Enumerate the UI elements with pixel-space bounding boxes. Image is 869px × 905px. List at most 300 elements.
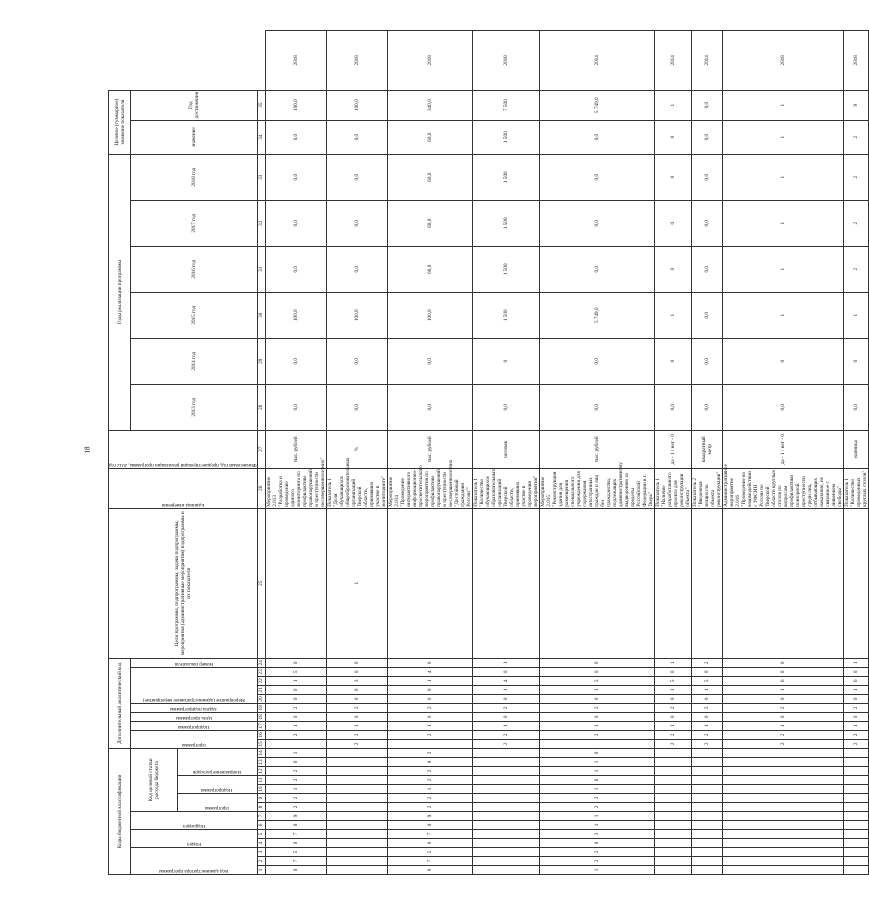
- header-budget-classification: Коды бюджетной классификации: [109, 748, 131, 874]
- code-cell: [843, 748, 868, 757]
- header-value: значение: [131, 120, 258, 154]
- column-number: 23: [258, 669, 265, 675]
- code-cell: [326, 748, 387, 757]
- year-value: 2: [843, 200, 868, 246]
- code-cell: 2: [265, 794, 326, 803]
- code-cell: [691, 848, 722, 857]
- column-number: 22: [258, 678, 265, 684]
- row-unit: тыс. рублей: [387, 430, 472, 468]
- code-cell: 0: [387, 694, 472, 703]
- code-cell: 2: [722, 703, 843, 712]
- code-cell: 9: [387, 812, 472, 821]
- code-cell: [472, 821, 539, 830]
- year-value: 0,0: [326, 154, 387, 200]
- row-description: Показатель 1 "Доля обучающихся общеобразовательных организаций Тверской области, принявших участие в мониторинге": [326, 457, 387, 507]
- column-number: 31: [257, 246, 265, 292]
- row-target-value: 0,0: [691, 90, 722, 120]
- rotated-table-wrapper: [108, 30, 868, 875]
- code-cell: [472, 758, 539, 767]
- code-cell: 0: [387, 839, 472, 848]
- row-unit: тыс. рублей: [265, 430, 326, 468]
- code-cell: [843, 767, 868, 776]
- year-value: 1 500: [472, 154, 539, 200]
- code-cell: 2: [472, 739, 539, 748]
- year-value: 0,0: [539, 200, 654, 246]
- column-number: 2: [257, 857, 265, 866]
- year-value: 0,0: [326, 200, 387, 246]
- code-cell: [326, 812, 387, 821]
- code-cell: 7: [387, 830, 472, 839]
- column-number: 28: [257, 384, 265, 430]
- header-2017: 2017 год: [131, 200, 258, 246]
- row-financing: 0,0: [472, 384, 539, 430]
- row-financing: 0,0: [843, 384, 868, 430]
- code-cell: 1: [387, 676, 472, 685]
- code-cell: 5: [265, 848, 326, 857]
- code-cell: 2: [654, 703, 691, 712]
- code-cell: 2: [265, 803, 326, 812]
- year-value: 0,0: [326, 338, 387, 384]
- code-cell: 5: [387, 848, 472, 857]
- code-cell: [722, 508, 843, 658]
- column-number: 33: [257, 154, 265, 200]
- code-cell: [654, 748, 691, 757]
- row-description: Показатель 2 "Введенная мощность объекта реконструкции": [691, 468, 722, 508]
- code-cell: 2: [265, 776, 326, 785]
- code-cell: 1: [472, 658, 539, 667]
- year-value: 0,0: [265, 338, 326, 384]
- code-cell: 0: [265, 694, 326, 703]
- code-cell: 1: [387, 721, 472, 730]
- year-value: 60,0: [387, 200, 472, 246]
- code-cell: 1: [843, 721, 868, 730]
- code-cell: 0: [265, 758, 326, 767]
- year-value: 1: [722, 246, 843, 292]
- code-cell: 0: [387, 685, 472, 694]
- code-cell: 2: [691, 703, 722, 712]
- row-unit: тыс. рублей: [539, 430, 654, 468]
- year-value: 100,0: [326, 292, 387, 338]
- code-cell: [326, 857, 387, 866]
- header-event: Мероприятие (административное мероприятие): [131, 667, 258, 703]
- code-cell: [722, 866, 843, 875]
- column-number: 7: [257, 812, 265, 821]
- code-cell: 0: [326, 712, 387, 721]
- code-cell: [722, 776, 843, 785]
- column-number: 17: [258, 723, 265, 729]
- code-cell: [843, 839, 868, 848]
- code-cell: [654, 803, 691, 812]
- code-cell: [691, 785, 722, 794]
- code-cell: 7: [265, 857, 326, 866]
- code-cell: [843, 857, 868, 866]
- code-cell: [691, 839, 722, 848]
- code-cell: 0: [654, 667, 691, 676]
- year-value: 1: [722, 120, 843, 154]
- year-value: 0: [654, 246, 691, 292]
- code-cell: 6: [539, 776, 654, 785]
- year-value: 0,0: [265, 120, 326, 154]
- header-subprogram-h: Подпрограмма: [131, 721, 258, 730]
- row-target-value: 1: [722, 90, 843, 120]
- code-cell: [691, 866, 722, 875]
- code-cell: 0: [387, 712, 472, 721]
- year-value: 1: [722, 292, 843, 338]
- year-value: 60,0: [387, 154, 472, 200]
- table-row: [843, 31, 868, 875]
- code-cell: [326, 866, 387, 875]
- row-target-value: 7 500: [472, 90, 539, 120]
- code-cell: [691, 748, 722, 757]
- code-cell: 2: [326, 739, 387, 748]
- code-cell: [472, 776, 539, 785]
- code-cell: [654, 839, 691, 848]
- code-cell: [843, 508, 868, 658]
- code-cell: 6: [722, 676, 843, 685]
- row-achieve-year: 2018: [326, 31, 387, 91]
- year-value: 0: [472, 338, 539, 384]
- year-value: 0,0: [691, 154, 722, 200]
- code-cell: [472, 866, 539, 875]
- code-cell: 1: [722, 685, 843, 694]
- code-cell: 2: [387, 767, 472, 776]
- header-2014: 2014 год: [131, 338, 258, 384]
- header-achieve-year: Год достижения: [131, 90, 258, 120]
- header-years: Годы реализации программы: [109, 154, 131, 430]
- code-cell: 2: [691, 739, 722, 748]
- header-2015: 2015 год: [131, 292, 258, 338]
- row-achieve-year: 2018: [843, 31, 868, 91]
- code-cell: [722, 748, 843, 757]
- code-cell: [843, 830, 868, 839]
- code-cell: [472, 848, 539, 857]
- row-description: Показатель 1 "Количество проведенных круглых столов": [843, 468, 868, 508]
- column-number: 16: [258, 732, 265, 738]
- code-cell: 0: [539, 694, 654, 703]
- table-row: [654, 31, 691, 875]
- column-number: 26: [257, 468, 265, 508]
- column-number: 9: [257, 794, 265, 803]
- row-unit: квадратный метр: [691, 430, 722, 468]
- year-value: 0,0: [265, 154, 326, 200]
- code-cell: 2: [539, 803, 654, 812]
- row-financing: 0,0: [387, 384, 472, 430]
- code-cell: 2: [326, 730, 387, 739]
- column-number: 24: [258, 660, 265, 666]
- column-number: 35: [257, 90, 265, 120]
- year-value: 0,0: [691, 120, 722, 154]
- code-cell: [326, 794, 387, 803]
- code-cell: [691, 812, 722, 821]
- year-value: 1: [843, 292, 868, 338]
- code-cell: 1: [691, 685, 722, 694]
- year-value: 0: [654, 200, 691, 246]
- code-cell: 2: [722, 739, 843, 748]
- column-number: 13: [258, 759, 265, 765]
- code-cell: 1: [539, 685, 654, 694]
- code-cell: [654, 767, 691, 776]
- year-value: 60,0: [387, 246, 472, 292]
- code-cell: 2: [472, 730, 539, 739]
- code-cell: 1: [691, 721, 722, 730]
- column-number: 25: [257, 508, 265, 658]
- code-cell: 2: [843, 739, 868, 748]
- code-cell: [722, 794, 843, 803]
- column-number: 19: [258, 705, 265, 711]
- code-cell: 0: [326, 694, 387, 703]
- header-2018: 2018 год: [131, 154, 258, 200]
- code-cell: 0: [691, 694, 722, 703]
- row-achieve-year: 2014: [691, 31, 722, 91]
- code-cell: [326, 767, 387, 776]
- code-cell: [843, 848, 868, 857]
- code-cell: 7: [387, 857, 472, 866]
- program-table: [108, 30, 869, 875]
- code-cell: 9: [265, 812, 326, 821]
- code-cell: 0: [326, 667, 387, 676]
- code-cell: 7: [265, 830, 326, 839]
- code-cell: 4: [387, 667, 472, 676]
- column-number: 15: [258, 741, 265, 747]
- code-cell: 0: [722, 658, 843, 667]
- code-cell: [843, 821, 868, 830]
- code-cell: 0: [539, 839, 654, 848]
- code-cell: 2: [265, 730, 326, 739]
- code-cell: 4: [472, 676, 539, 685]
- code-cell: 0: [265, 658, 326, 667]
- code-cell: 0: [265, 685, 326, 694]
- row-target-value: 1: [654, 90, 691, 120]
- year-value: 0,0: [265, 200, 326, 246]
- code-cell: [326, 848, 387, 857]
- table-row: [326, 31, 387, 875]
- year-value: 0,0: [387, 338, 472, 384]
- code-cell: 2: [387, 703, 472, 712]
- column-number: 4: [257, 839, 265, 848]
- header-2016: 2016 год: [131, 246, 258, 292]
- column-number: 8: [257, 803, 265, 812]
- table-row: [722, 31, 843, 875]
- column-number: 1: [257, 866, 265, 875]
- year-value: 60,0: [387, 120, 472, 154]
- row-description: Показатель 1 "Количество обучающихся образовательных организаций Тверской области, принявших участие в проведении мероприятия": [472, 469, 539, 507]
- code-cell: [472, 812, 539, 821]
- column-number: 30: [257, 292, 265, 338]
- code-cell: [691, 803, 722, 812]
- code-cell: 0: [265, 839, 326, 848]
- code-cell: [691, 508, 722, 658]
- code-cell: 2: [654, 730, 691, 739]
- year-value: 0: [843, 338, 868, 384]
- year-value: 0,0: [691, 292, 722, 338]
- year-value: 0: [654, 154, 691, 200]
- code-cell: 1: [654, 658, 691, 667]
- code-cell: 1: [843, 658, 868, 667]
- code-cell: 2: [722, 730, 843, 739]
- code-cell: [387, 739, 472, 748]
- column-number: 21: [258, 687, 265, 693]
- header-program-goal: Цель программы: [131, 712, 258, 721]
- code-cell: 0: [654, 694, 691, 703]
- code-cell: 0: [722, 667, 843, 676]
- column-number: 20: [258, 696, 265, 702]
- code-cell: [691, 821, 722, 830]
- header-subprogram: Подпрограмма: [177, 776, 257, 794]
- code-cell: [326, 803, 387, 812]
- code-cell: 0: [326, 658, 387, 667]
- row-financing: 0,0: [265, 384, 326, 430]
- code-cell: 0: [265, 712, 326, 721]
- code-cell: 1: [539, 821, 654, 830]
- code-cell: 6: [843, 676, 868, 685]
- year-value: 0,0: [539, 338, 654, 384]
- code-cell: [843, 812, 868, 821]
- column-number: 6: [257, 821, 265, 830]
- year-value: 0,0: [691, 338, 722, 384]
- code-cell: 1: [387, 785, 472, 794]
- header-admin-code: Код администратора программы: [131, 848, 258, 875]
- row-unit: %: [326, 430, 387, 468]
- code-cell: 2: [691, 658, 722, 667]
- code-cell: 2: [539, 848, 654, 857]
- code-cell: [265, 739, 326, 748]
- year-value: 0,0: [539, 246, 654, 292]
- code-cell: 0: [654, 712, 691, 721]
- code-cell: 1: [654, 721, 691, 730]
- code-cell: 0: [265, 866, 326, 875]
- code-cell: 0: [722, 694, 843, 703]
- code-cell: 2: [843, 703, 868, 712]
- code-cell: [722, 812, 843, 821]
- code-cell: [691, 830, 722, 839]
- row-financing: 0,0: [539, 384, 654, 430]
- code-cell: 2: [691, 730, 722, 739]
- code-cell: 0: [539, 667, 654, 676]
- code-cell: 0: [539, 712, 654, 721]
- code-cell: [654, 794, 691, 803]
- code-cell: 3: [539, 830, 654, 839]
- row-target-value: 5 749,0: [539, 90, 654, 120]
- code-cell: [472, 830, 539, 839]
- header-section: Раздел: [131, 830, 258, 848]
- column-number: 5: [257, 830, 265, 839]
- code-cell: 1: [539, 721, 654, 730]
- code-cell: [326, 785, 387, 794]
- code-cell: [843, 866, 868, 875]
- code-cell: 2: [387, 803, 472, 812]
- row-description: Показатель 1 "Наличие разработанного проекта для реконструкции объекта": [654, 468, 691, 508]
- year-value: 0: [722, 338, 843, 384]
- code-cell: 5: [691, 676, 722, 685]
- table-row: [691, 31, 722, 875]
- year-value: 1 500: [472, 246, 539, 292]
- code-cell: [722, 785, 843, 794]
- code-cell: [722, 830, 843, 839]
- code-cell: [843, 785, 868, 794]
- row-description: Мероприятие 2.014 "Проведение интерактивного информационно-просветительского мероприятия по профилактике правонарушений и преступности несовершеннолетних "Достойный гражданин России"": [387, 459, 472, 507]
- code-cell: 2: [387, 794, 472, 803]
- column-number: 32: [257, 200, 265, 246]
- row-description: Административное мероприятие 2.016 "Проведение во взаимодействии с УФСИН России по Тверской области круглых столов по вопросам профилактики повторной преступности среди лиц, отбывающих наказание, не связанное с лишением свободы": [722, 464, 843, 507]
- year-value: 1: [722, 200, 843, 246]
- header-additional-analytic: Дополнительный аналитический код: [109, 658, 131, 748]
- code-cell: [654, 857, 691, 866]
- code-cell: 5: [539, 676, 654, 685]
- code-cell: 2: [265, 767, 326, 776]
- row-target-value: 100,0: [265, 90, 326, 120]
- code-cell: [472, 839, 539, 848]
- column-number: 3: [257, 848, 265, 857]
- header-subprogram-task: Задача подпрограммы: [131, 703, 258, 712]
- year-value: 0,0: [691, 200, 722, 246]
- header-target-article: Код целевой статьи расхода бюджета: [131, 748, 178, 811]
- code-cell: [722, 767, 843, 776]
- code-cell: [472, 508, 539, 658]
- code-cell: [654, 785, 691, 794]
- row-financing: 0,0: [722, 384, 843, 430]
- code-cell: [265, 508, 326, 658]
- code-cell: [722, 803, 843, 812]
- code-cell: [326, 821, 387, 830]
- year-value: 0,0: [539, 154, 654, 200]
- code-cell: [472, 857, 539, 866]
- row-target-value: 9: [843, 90, 868, 120]
- code-cell: [326, 776, 387, 785]
- code-cell: [843, 803, 868, 812]
- code-cell: 2: [472, 703, 539, 712]
- table-row: [472, 31, 539, 875]
- code-cell: [539, 739, 654, 748]
- row-financing: 0,0: [326, 384, 387, 430]
- code-cell: 0: [387, 758, 472, 767]
- code-cell: [691, 758, 722, 767]
- code-cell: 1: [539, 866, 654, 875]
- header-program: Программа: [177, 794, 257, 812]
- year-value: 0: [654, 338, 691, 384]
- code-cell: 0: [387, 658, 472, 667]
- year-value: 1: [722, 154, 843, 200]
- row-unit: да - 1 / нет - 0: [654, 430, 691, 468]
- code-cell: [843, 776, 868, 785]
- code-cell: 0: [472, 667, 539, 676]
- code-cell: [654, 758, 691, 767]
- code-cell: [654, 508, 691, 658]
- code-cell: [472, 803, 539, 812]
- table-row: [387, 31, 472, 875]
- header-financing: Финансовый год, предшествующий реализации программы, 2012 год: [109, 430, 258, 468]
- table-row: [539, 31, 654, 875]
- code-cell: [387, 508, 472, 658]
- year-value: 1 500: [472, 120, 539, 154]
- code-cell: 1: [265, 748, 326, 757]
- year-value: 0,0: [265, 246, 326, 292]
- row-description: Мероприятие 2.013 "Разработка и проведение единого мониторинга по профилактике правонарушений и преступности несовершеннолетних": [265, 457, 326, 507]
- code-cell: [539, 508, 654, 658]
- code-cell: [691, 776, 722, 785]
- code-cell: 0: [326, 685, 387, 694]
- code-cell: 0: [843, 667, 868, 676]
- year-value: 5 749,0: [539, 292, 654, 338]
- row-description: Мероприятие 2.015 "Реконструкция здания для размещения специального учреждения для содержания иностранных граждан и лиц без гражданства, подлежащих административному выдворению за пределы Российской Федерации в г. Тверь": [539, 462, 654, 507]
- code-cell: 1: [265, 785, 326, 794]
- code-cell: 1: [654, 685, 691, 694]
- row-achieve-year: 2014: [654, 31, 691, 91]
- code-cell: 0: [265, 821, 326, 830]
- code-cell: 2: [539, 703, 654, 712]
- row-achieve-year: 2018: [472, 31, 539, 91]
- row-target-value: 340,0: [387, 90, 472, 120]
- header-subsection: Подраздел: [131, 812, 258, 830]
